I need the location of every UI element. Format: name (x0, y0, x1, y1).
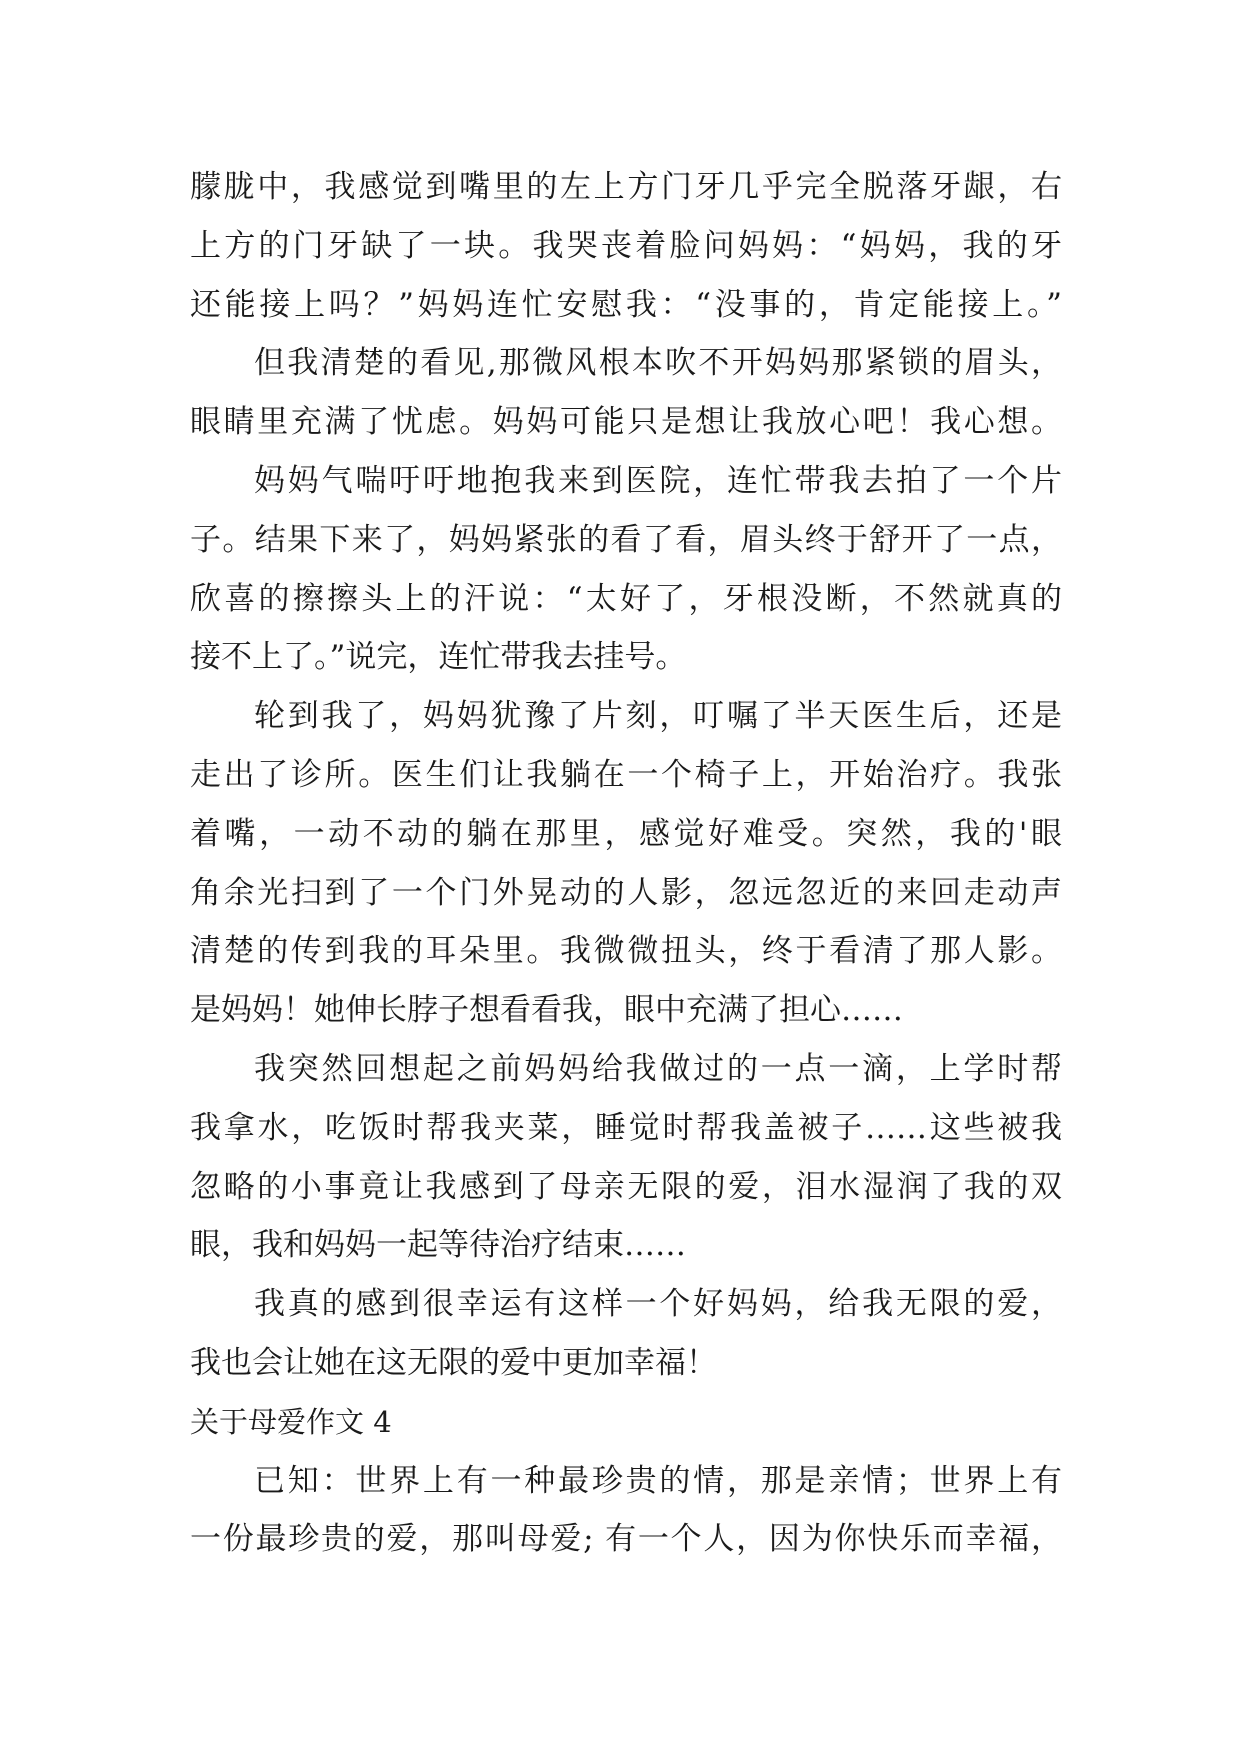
text-line: 是妈妈！她伸长脖子想看看我，眼中充满了担心…… (190, 992, 903, 1029)
text-line: 我拿水，吃饭时帮我夹菜，睡觉时帮我盖被子……这些被我 (190, 1109, 1062, 1146)
paragraph-first-line: 我突然回想起之前妈妈给我做过的一点一滴，上学时帮 (254, 1050, 1062, 1087)
text-line: 上方的门牙缺了一块。我哭丧着脸问妈妈：“妈妈，我的牙 (190, 227, 1062, 264)
text-line: 我也会让她在这无限的爱中更加幸福！ (190, 1344, 717, 1381)
text-line: 角余光扫到了一个门外晃动的人影，忽远忽近的来回走动声 (190, 874, 1062, 911)
section-heading: 关于母爱作文 4 (190, 1404, 392, 1439)
text-line: 子。结果下来了，妈妈紧张的看了看，眉头终于舒开了一点， (190, 521, 1062, 558)
paragraph-first-line: 但我清楚的看见,那微风根本吹不开妈妈那紧锁的眉头， (254, 345, 1062, 382)
text-line: 接不上了。”说完，连忙带我去挂号。 (190, 639, 687, 676)
paragraph-first-line: 妈妈气喘吁吁地抱我来到医院，连忙带我去拍了一个片 (254, 462, 1062, 499)
document-body (190, 158, 1062, 1569)
text-line: 一份最珍贵的爱，那叫母爱; 有一个人，因为你快乐而幸福， (190, 1521, 1062, 1558)
text-line: 欣喜的擦擦头上的汗说：“太好了，牙根没断，不然就真的 (190, 580, 1062, 617)
text-line: 还能接上吗？”妈妈连忙安慰我：“没事的，肯定能接上。” (190, 286, 1062, 323)
text-line: 清楚的传到我的耳朵里。我微微扭头，终于看清了那人影。 (190, 933, 1062, 970)
text-line: 眼，我和妈妈一起等待治疗结束…… (190, 1227, 686, 1264)
paragraph-first-line: 已知：世界上有一种最珍贵的情，那是亲情；世界上有 (254, 1462, 1062, 1499)
text-line: 忽略的小事竟让我感到了母亲无限的爱，泪水湿润了我的双 (190, 1168, 1062, 1205)
paragraph-first-line: 我真的感到很幸运有这样一个好妈妈，给我无限的爱， (254, 1286, 1062, 1323)
text-line: 走出了诊所。医生们让我躺在一个椅子上，开始治疗。我张 (190, 756, 1062, 793)
paragraph-first-line: 轮到我了，妈妈犹豫了片刻，叮嘱了半天医生后，还是 (254, 698, 1062, 735)
text-line: 眼睛里充满了忧虑。妈妈可能只是想让我放心吧！我心想。 (190, 404, 1062, 441)
text-line: 着嘴，一动不动的躺在那里，感觉好难受。突然，我的'眼 (190, 815, 1062, 852)
text-line: 朦胧中，我感觉到嘴里的左上方门牙几乎完全脱落牙龈，右 (190, 169, 1062, 205)
